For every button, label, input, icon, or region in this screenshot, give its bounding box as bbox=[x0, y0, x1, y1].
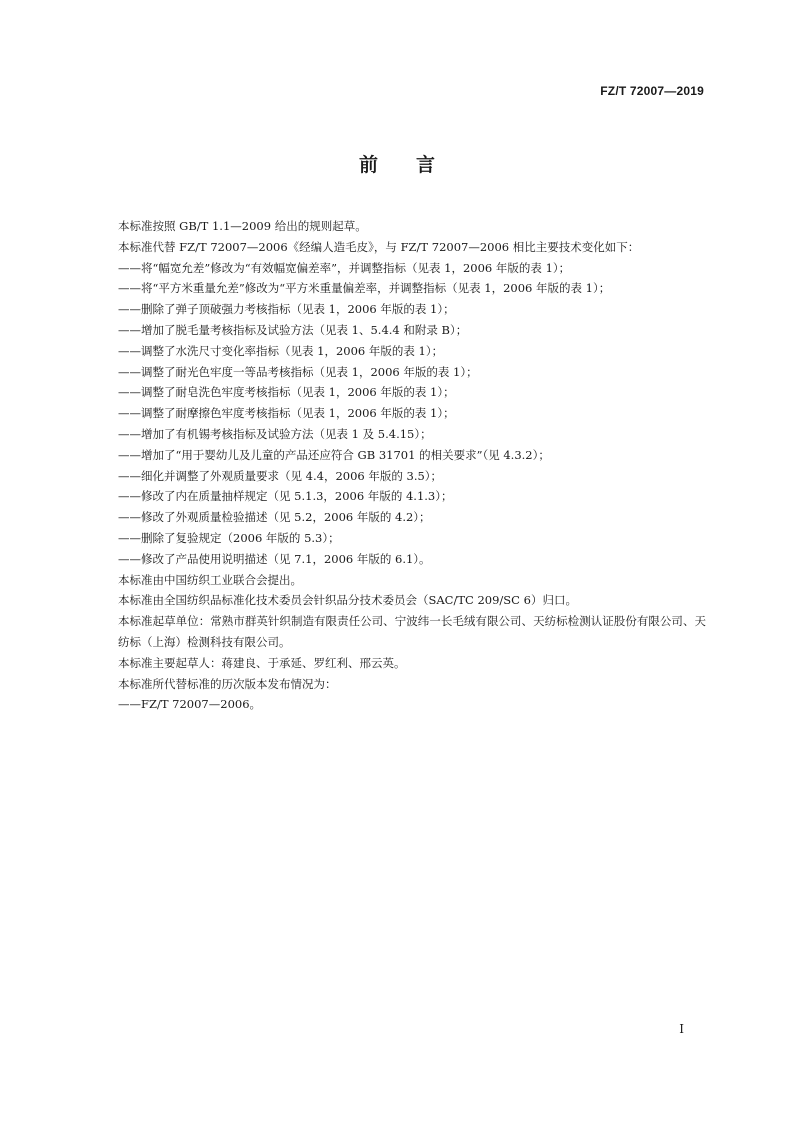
change-item: ——细化并调整了外观质量要求（见 4.4，2006 年版的 3.5）； bbox=[118, 468, 443, 483]
change-item: ——将“幅宽允差”修改为“有效幅宽偏差率”，并调整指标（见表 1，2006 年版的表 1）； bbox=[118, 260, 571, 275]
change-item: ——调整了耐光色牢度一等品考核指标（见表 1，2006 年版的表 1）； bbox=[118, 364, 478, 379]
change-item: ——调整了耐皂洗色牢度考核指标（见表 1，2006 年版的表 1）； bbox=[118, 385, 455, 400]
change-item: ——修改了外观质量检验描述（见 5.2，2006 年版的 4.2）； bbox=[118, 510, 431, 525]
centralized-by: 本标准由全国纺织品标准化技术委员会针织品分技术委员会（SAC/TC 209/SC 6）归口。 bbox=[118, 593, 577, 608]
drafting-units: 本标准起草单位：常熟市群英针织制造有限责任公司、宁波纬一长毛绒有限公司、天纺标检测认证股份有限公司、天纺标（上海）检测科技有限公司。 bbox=[118, 614, 706, 649]
change-item: ——调整了水洗尺寸变化率指标（见表 1，2006 年版的表 1）； bbox=[118, 343, 444, 358]
change-item: ——删除了复验规定（2006 年版的 5.3）； bbox=[118, 530, 340, 545]
intro-replacement: 本标准代替 FZ/T 72007—2006《经编人造毛皮》，与 FZ/T 72007—2006 相比主要技术变化如下： bbox=[118, 239, 640, 254]
page-number: I bbox=[679, 1022, 684, 1036]
page-title bbox=[0, 150, 794, 177]
change-item: ——增加了有机锡考核指标及试验方法（见表 1 及 5.4.15）； bbox=[118, 426, 432, 441]
change-item: ——修改了内在质量抽样规定（见 5.1.3，2006 年版的 4.1.3）； bbox=[118, 489, 453, 504]
main-drafters: 本标准主要起草人：蒋建良、于承延、罗红利、邢云英。 bbox=[118, 655, 406, 670]
intro-drafting-rules: 本标准按照 GB/T 1.1—2009 给出的规则起草。 bbox=[118, 219, 367, 233]
title-char-2: 言 bbox=[416, 154, 436, 176]
proposed-by: 本标准由中国纺织工业联合会提出。 bbox=[118, 572, 302, 587]
foreword-body bbox=[96, 216, 706, 715]
change-item: ——修改了产品使用说明描述（见 7.1，2006 年版的 6.1）。 bbox=[118, 551, 431, 566]
change-item: ——增加了“用于婴幼儿及儿童的产品还应符合 GB 31701 的相关要求”（见 4.3.2）； bbox=[118, 447, 550, 462]
history-item: ——FZ/T 72007—2006。 bbox=[118, 697, 262, 712]
change-item: ——删除了弹子顶破强力考核指标（见表 1，2006 年版的表 1）； bbox=[118, 302, 455, 317]
history-intro: 本标准所代替标准的历次版本发布情况为： bbox=[118, 676, 337, 691]
standard-code: FZ/T 72007—2019 bbox=[600, 84, 704, 98]
change-item: ——将“平方米重量允差”修改为“平方米重量偏差率，并调整指标（见表 1，2006 年版的表 1）； bbox=[118, 281, 611, 296]
change-item: ——增加了脱毛量考核指标及试验方法（见表 1、5.4.4 和附录 B）； bbox=[118, 322, 468, 337]
change-item: ——调整了耐摩擦色牢度考核指标（见表 1，2006 年版的表 1）； bbox=[118, 406, 455, 421]
title-char-1: 前 bbox=[358, 154, 378, 176]
